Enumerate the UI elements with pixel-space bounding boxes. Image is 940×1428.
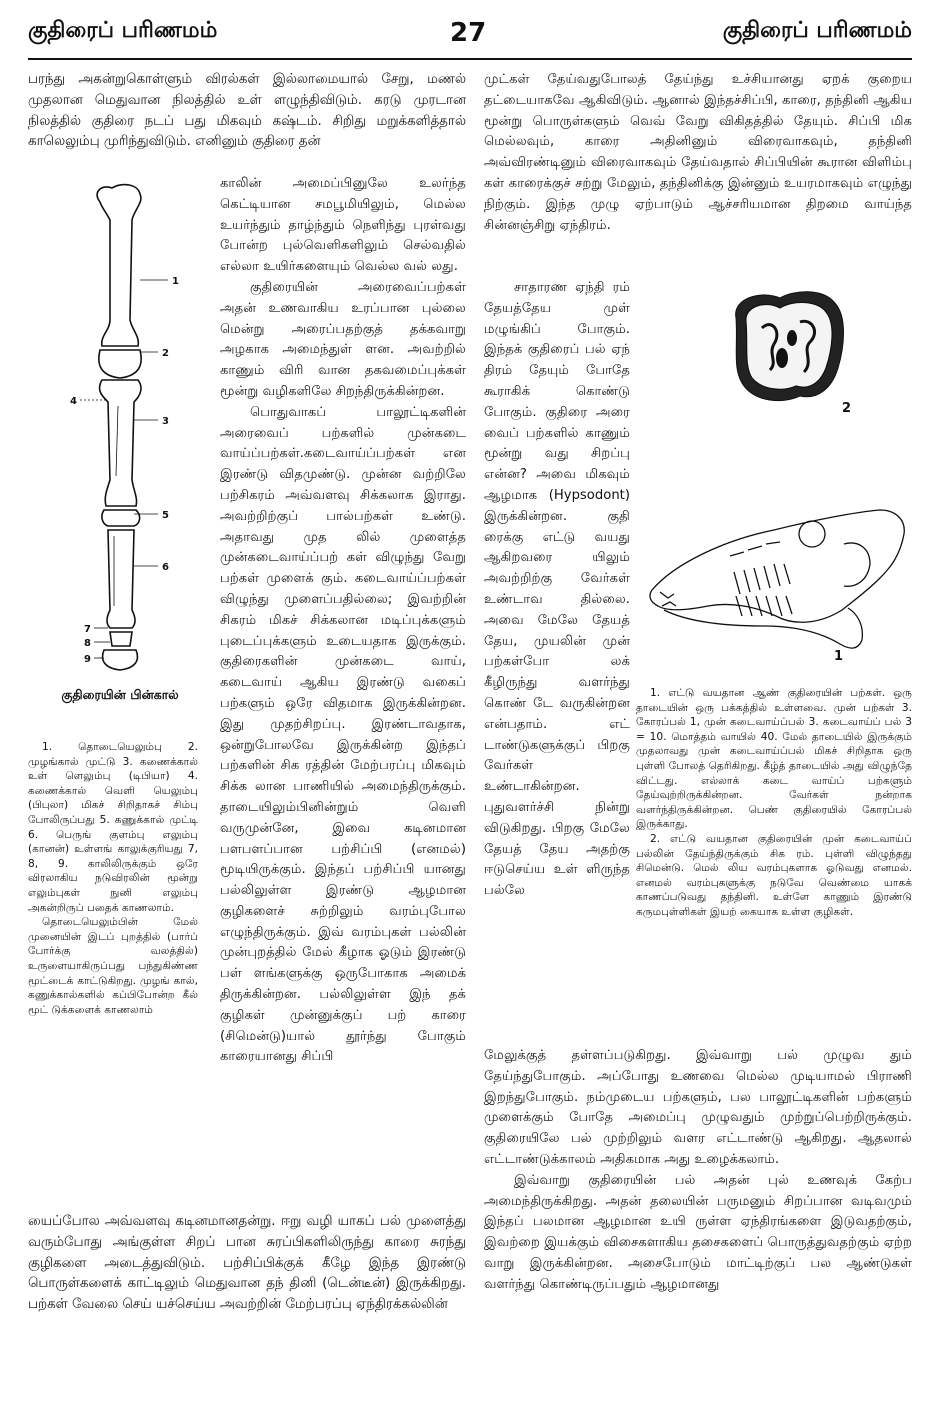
leg-label: 1 (172, 276, 179, 287)
col2-text (220, 174, 466, 1068)
col1-top-text (28, 70, 466, 153)
leg-label: 4 (70, 396, 77, 407)
horse-skull-figure (644, 494, 912, 664)
leg-label: 5 (162, 510, 169, 521)
leg-label: 2 (162, 348, 169, 359)
page-number: 27 (450, 18, 487, 48)
leg-label: 9 (84, 654, 91, 665)
hind-leg-bone-figure (40, 180, 200, 680)
note-paragraph: 2. எட்டு வயதான குதிரையின் முன் கடைவாய்ப் பல்லின் தேய்ந்திருக்கும் சிக ரம். புள்ளி விழுந்தது சிமென்டு. மெல் லிய வரம்புகளாக ஓடுவது எனமல். எனமல் வரம்புகளுக்கு நடுவே வெண்மை யாகக் காணப்படுவது தந்தினி. உள்ளே காணும் இரண்டு கருமபுள்ளிகள் இயற் கையாக உள்ள குழிகள். (636, 832, 912, 918)
header-rule (28, 58, 912, 60)
skull-figure-label: 1 (834, 649, 844, 664)
col3-narrow-text (484, 278, 630, 902)
paragraph: காலின் அமைப்பினுலே உலர்ந்த கெட்டியான சமபூமியிலும், மெல்ல உயர்ந்தும் தாழ்ந்தும் நெளிந்து புரள்வது போன்ற புல்வெளிகளிலும் செல்வதில் எல்லா உயிர்களையும் வெல்ல வல் லது. (220, 176, 466, 275)
leg-label: 3 (162, 416, 169, 427)
note-paragraph: 1. எட்டு வயதான ஆண் குதிரையின் பற்கள். ஒரு தாடையின் ஒரு பக்கத்தில் உள்ளவை. முன் பற்கள் 3. கோரப்பல் 1, முன் கடைவாய்ப்பல் 3. கடைவாய்ப் பல் 3 = 10. மொத்தம் வாயில் 40. மேல் தாடையில் இருக்கும் முதலாவது முன் கடைவாய்ப்பல் மிகச் சிறிதாக ஒரு புள்ளி போலத் தெரிகிறது. கீழ்த் தாடையில் அது விழுந்தே விட்டது. எல்லாக் கடை வாய்ப் பற்களும் தேய்வுற்றிருக்கின்றன. வேர்கள் நன்றாக வளர்ந்திருக்கின்றன. பெண் குதிரையில் கோரப்பல் இருக்காது. (636, 687, 912, 831)
col3-top-text (484, 70, 912, 236)
running-title-left: குதிரைப் பரிணமம் (28, 18, 218, 43)
leg-label: 6 (162, 562, 169, 573)
tooth-crown-figure (722, 288, 862, 418)
paragraph: பொதுவாகப் பாலூட்டிகளின் அரைவைப் பற்களில் முன்கடை வாய்ப்பற்கள்.கடைவாய்ப்பற்கள் என இரண்டு விதமுண்டு. முன்ன வற்றிலே பற்சிகரம் அவ்வளவு சிக்கலாக இராது. அவற்றிற்குப் பால்பற்கள் உண்டு. அதாவது முத லில் முளைத்த முன்கடைவாய்ப்பற் கள் விழுந்து வேறு பற்கள் முளைக் கும். கடைவாய்ப்பற்கள் விழுந்து முளைப்பதில்லை; இவற்றின் சிகரம் மிகச் சிக்கலான மடிப்புக்களும் புடைப்புக்களும் உடையதாக இருக்கும். குதிரைகளின் முன்கடை வாய், கடைவாய் ஆகிய இரண்டு வகைப் பற்களும் ஒரே விதமாக இருக்கின்றன. இது முதற்சிறப்பு. இரண்டாவதாக, ஒன்றுபோலவே இருக்கின்ற இந்தப் பற்களின் சிக ரத்தின் மேற்பரப்பு மிகவும் சிக்க லான பாணியில் அமைந்திருக்கும். தாடையிலும்பினின்றும் வெளி வருமுன்னே, இவை கடினமான பளபளப்பான பற்சிப்பி (எனமல்) மூடியிருக்கும். இந்தப் பற்சிப்பி யானது பல்லிலுள்ள இரண்டு ஆழமான குழிகளைச் சுற்றிலும் வரம்புபோல எழுந்திருக்கும். இவ் வரம்புகள் பல்லின் முன்புறத்தில் மேல் கீழாக ஓடும் இரண்டு பள் ளங்களுக்கு ஒருபோகாக அமைக் திருக்கின்றன. பல்லிலுள்ள இந் தக் குழிகள் முன்னுக்குப் பற் காரை (சிமென்டு)யால் தூர்ந்து போகும் காரையானது சிப்பி (220, 404, 466, 1065)
note-paragraph: தொடையெலும்பின் மேல் முனையின் இடப் புறத்தில் (பார்ப் போர்க்கு வலத்தில்) உருளையாகிருப்பது பந்துகிண்ண மூட்டைக் காட்டுகிறது. முழங் கால், கணுக்கால்களில் கப்பிபோன்ற கீல் மூட் டுக்களைக் காணலாம் (28, 916, 198, 1016)
paragraph: மேலுக்குத் தள்ளப்படுகிறது. இவ்வாறு பல் முழுவ தும் தேய்ந்துபோகும். அப்போது உணவை மெல்ல முடியாமல் பிராணி இறந்துபோகும். நம்முடைய பற்களும், பல பாலூட்டிகளின் பற்களும் முளைக்கும் போதே அமைப்பு முழுவதும் முற்றுப்பெற்றிருக்கும். குதிரையிலே பல் முற்றிலும் வளர எட்டாண்டு ஆகிறது. ஆதலால் எட்டாண்டுக்காலம் அதிகமாக அது உழைக்கலாம். (484, 1048, 912, 1167)
leg-notes (28, 740, 198, 1017)
tooth-figure-label: 2 (842, 401, 852, 416)
leg-label: 8 (84, 638, 91, 649)
col3-bottom-text (484, 1046, 912, 1296)
paragraph: சாதாரண ஏந்தி ரம் தேயத்தேய முள் மழுங்கிப் போகும். இந்தக் குதிரைப் பல் ஏந் திரம் தேயும் போதே கூராகிக் கொண்டு போகும். குதிரை அரை வைப் பற்களில் காணும் மூன்று வது சிறப்பு என்ன? அவை மிகவும் ஆழமாக (Hypsodont) இருக்கின்றன. குதி ரைக்கு எட்டு வயது ஆகிறவரை யிலும் அவற்றிற்கு வேர்கள் உண்டாவ தில்லை. அவை மேலே தேயத் தேய, முயலின் முன் பற்கள்போ லக் கீழிருந்து வளர்ந்து கொண் டே வருகின்றன என்பதாம். எட் டாண்டுகளுக்குப் பிறகு வேர்கள் உண்டாகின்றன. புதுவளர்ச்சி நின்று விடுகிறது. பிறகு மேலே தேயத் தேய அதற்கு ஈடுசெய்ய உள் ளிருந்த பல்லே (484, 280, 630, 899)
running-title-right: குதிரைப் பரிணமம் (722, 18, 912, 43)
paragraph: குதிரையின் அரைவைப்பற்கள் அதன் உணவாகிய உரப்பான புல்லை மென்று அரைப்பதற்குத் தக்கவாறு அழகாக அமைந்துள் ளன. அவற்றில் காணும் விரி வான தகவமைப்புக்கள் மூன்று வழிகளிலே சிறந்திருக்கின்றன. (220, 279, 466, 399)
leg-figure-caption: குதிரையின் பின்கால் (61, 687, 179, 702)
paragraph: இவ்வாறு குதிரையின் பல் அதன் புல் உணவுக் கேற்ப அமைந்திருக்கிறது. அதன் தலையின் பருமனும் சிறப்பான வடிவமும் இந்தப் பலமான ஆழமான உயி ருள்ள ஏந்திரங்களை இடுவதற்கும், இவற்றை இயக்கும் விசைகளாகிய தசைகளைப் பொருத்துவதற்கும் ஏற்ற வாறு இருக்கின்றன. அசைபோடும் மாட்டிற்குப் பல ஆண்டுகள் வளர்ந்து கொண்டிருப்பதும் ஆழமானது (484, 1172, 912, 1292)
paragraph: பரந்து அகன்றுகொள்ளும் விரல்கள் இல்லாமையால் சேறு, மணல் முதலான மெதுவான நிலத்தில் உள் ளழுந்திவிடும். கரடு முரடான நிலத்தில் குதிரை நடப் பது மிகவும் கஷ்டம். சிறிது மறுக்களித்தால் காலெலும்பு முரிந்துவிடும். எனினும் குதிரை தன் (28, 72, 466, 150)
paragraph: முட்கள் தேய்வதுபோலத் தேய்ந்து உச்சியானது ஏறக் குறைய தட்டையாகவே ஆகிவிடும். ஆனால் இந்தச்சிப்பி, காரை, தந்தினி ஆகிய மூன்று பொருள்களும் வெவ் வேறு விகிதத்தில் தேயும். சிப்பி மிக மெல்லவும், காரை அதினினும் விரைவாகவும், தந்தினி அவ்விரண்டினும் விரைவாகவும் தேய்வதால் சிப்பியின் கூரான விளிம்பு கள் காரைக்குச் சற்று மேலும், தந்தினிக்கு இன்னும் உயரமாகவும் எழுந்து நிற்கும். இந்த முழு ஏற்பாடும் ஆச்சரியமான திறமை வாய்ந்த சின்னஞ்சிறு ஏந்திரம். (484, 72, 912, 233)
note-paragraph: 1. தொடையெலும்பு 2. முழங்கால் முட்டு 3. கணைக்கால் உள் ளெலும்பு (டிபியா) 4. கணைக்கால் வெளி யெலும்பு (பிபுலா) மிகச் சிறிதாகச் சிம்பு போலிருப்பது 5. கணுக்கால் முட்டி 6. பெருங் குளம்பு எலும்பு (கானன்) உள்ளங் காலுக்குரியது 7, 8, 9. காலிலிருக்கும் ஒரே விரலாகிய நடுவிரலின் மூன்று எலும்புகள் நுனி எலும்பு அகன்றிருப் பதைக் காணலாம். (28, 741, 198, 914)
leg-label: 7 (84, 624, 91, 635)
skull-notes (636, 686, 912, 920)
col1-bottom-text (28, 1212, 466, 1316)
paragraph: யைப்போல அவ்வளவு கடினமானதன்று. ஈறு வழி யாகப் பல் முளைத்து வரும்போது அங்குள்ள சிறப் பான சுரப்பிகளிலிருந்து காரை சுரந்து குழிகளை அடைத்துவிடும். பற்சிப்பிக்குக் கீழே இந்த இரண்டு பொருள்களைக் காட்டிலும் மெதுவான தந் தினி (டென்டீன்) இருக்கிறது. பற்கள் வேலை செய் யச்செய்ய அவற்றின் மேற்பரப்பு ஏந்திரக்கல்லின் (28, 1214, 466, 1313)
